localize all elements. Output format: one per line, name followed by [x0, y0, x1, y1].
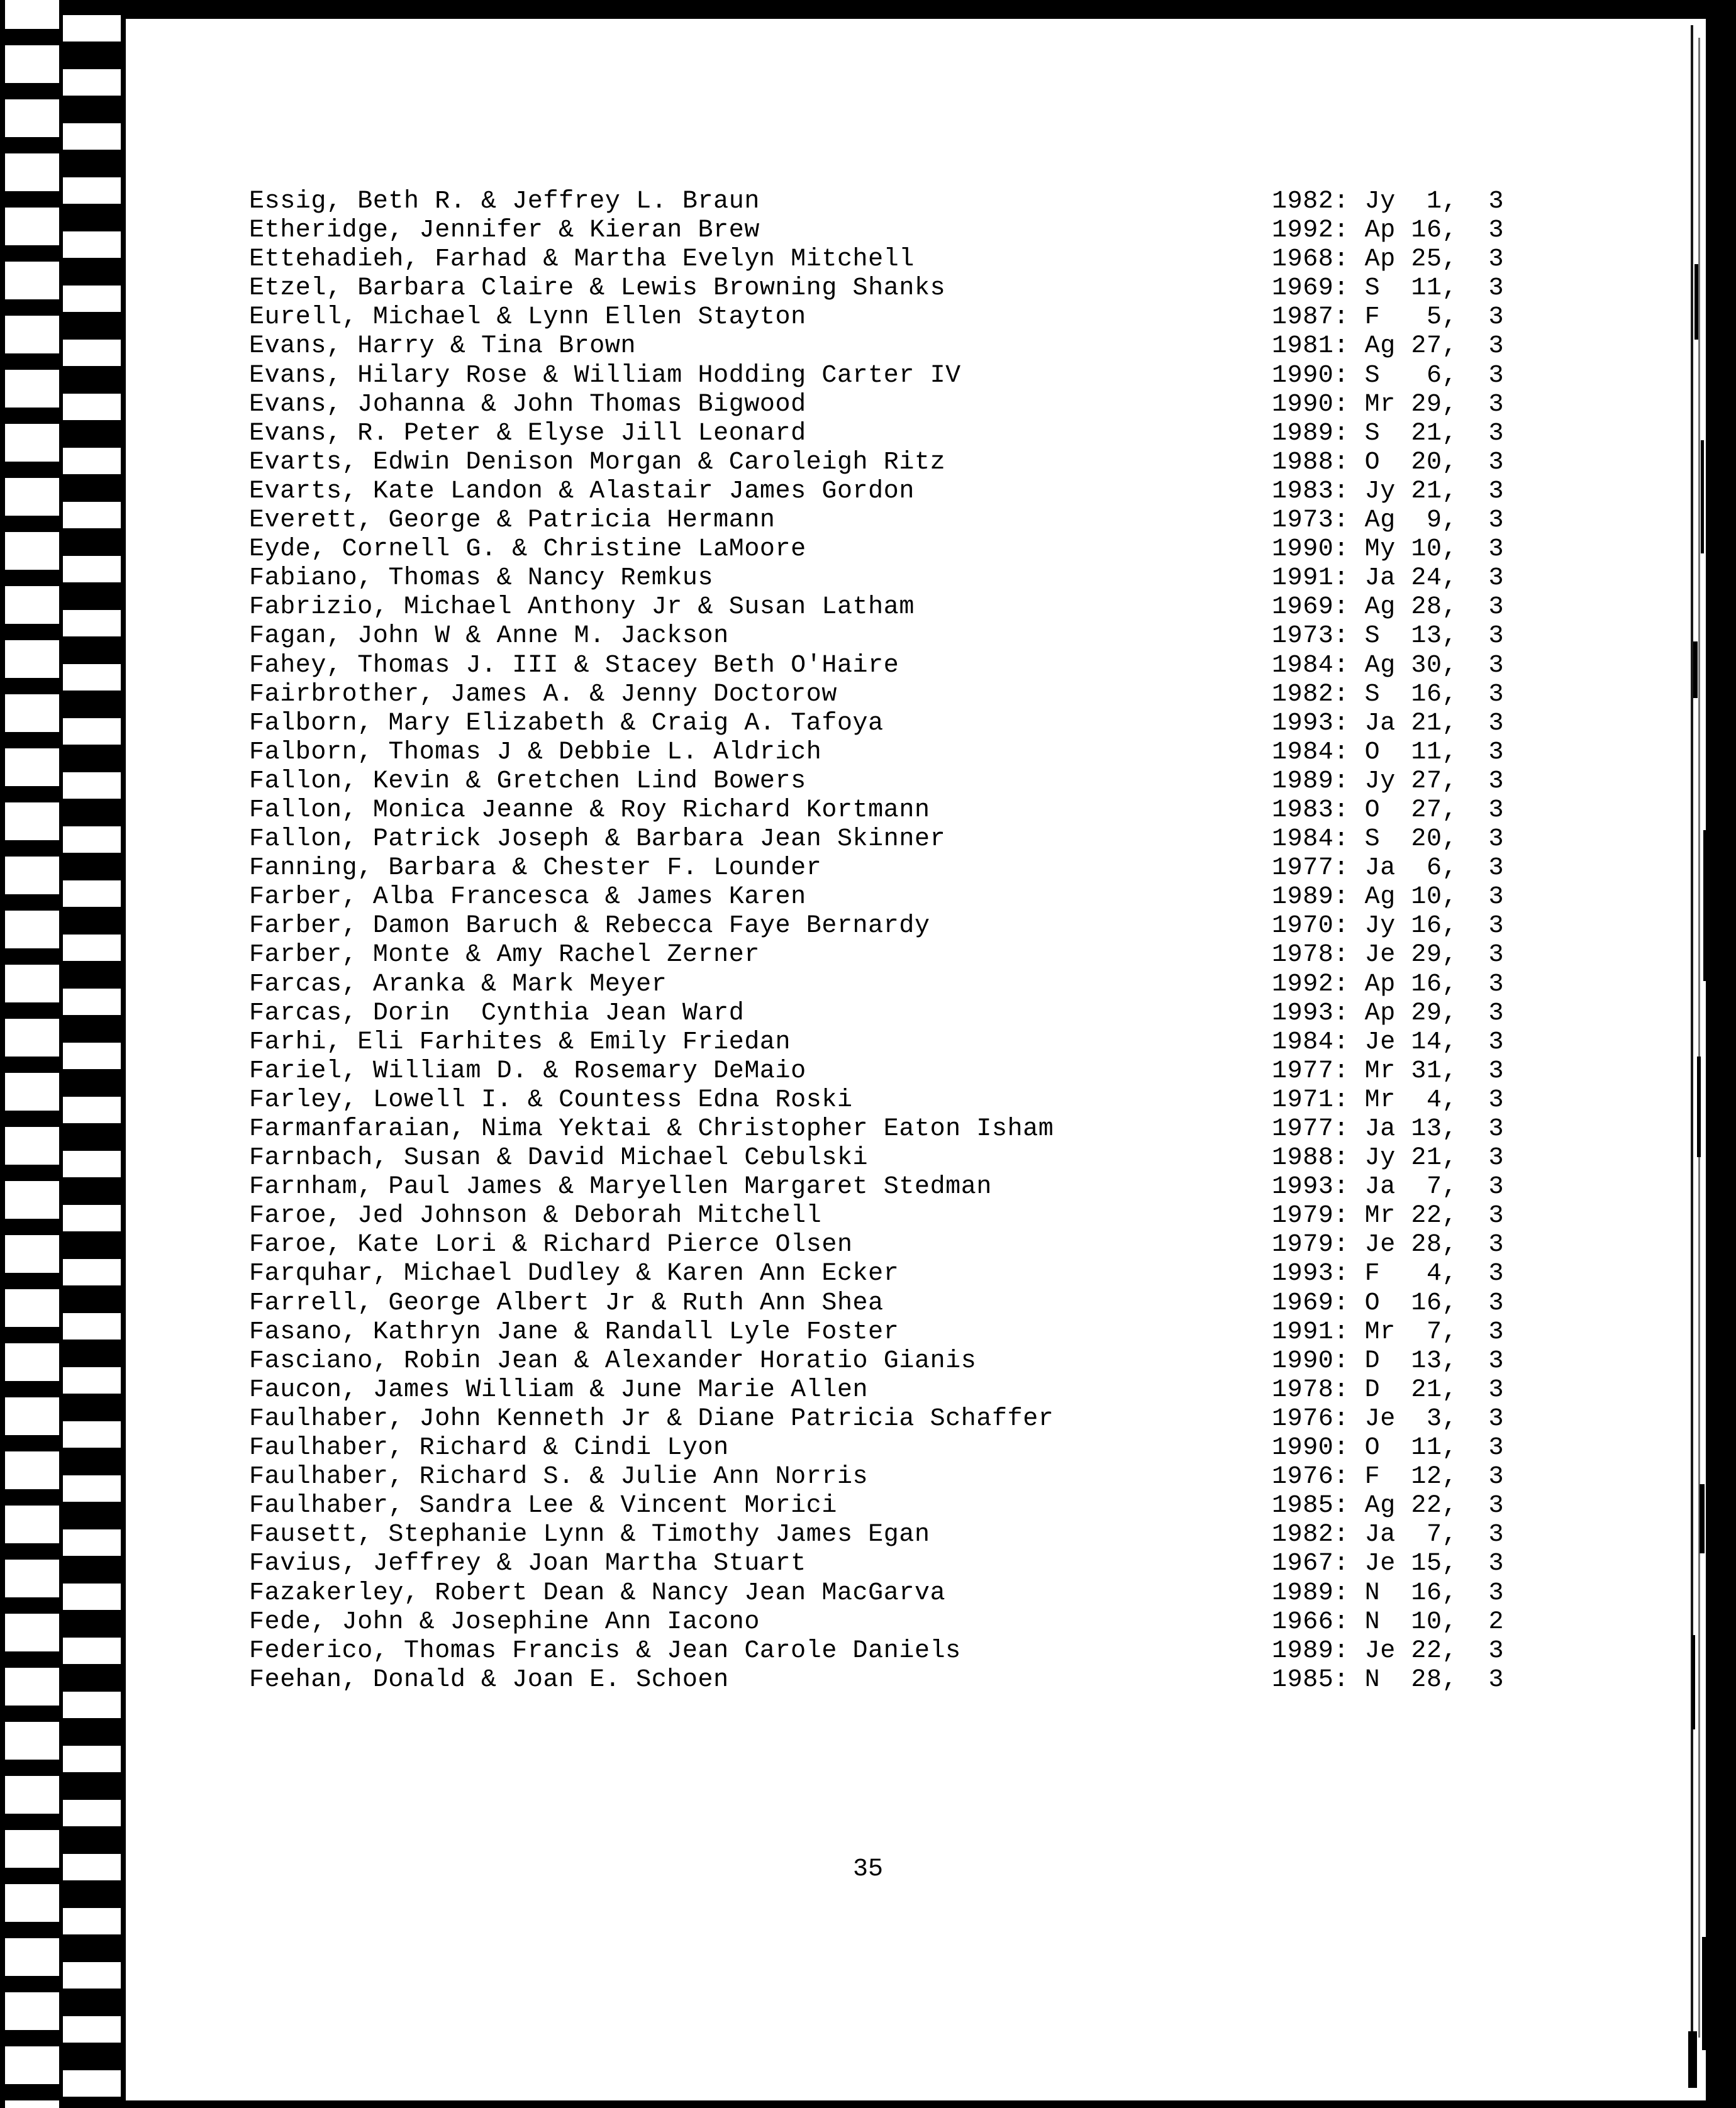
entry-citation: 1985: N 28, 3: [1272, 1665, 1505, 1694]
binding-tooth: [63, 1556, 121, 1584]
binding-gap: [63, 69, 121, 96]
index-entry-row: [249, 506, 1633, 535]
entry-name: Eurell, Michael & Lynn Ellen Stayton: [249, 303, 806, 332]
binding-tooth: [63, 2097, 121, 2108]
entry-citation: 1969: Ag 28, 3: [1272, 593, 1505, 622]
entry-citation: 1990: S 6, 3: [1272, 361, 1505, 390]
binding-hole: [5, 208, 63, 245]
entry-citation: 1983: O 27, 3: [1272, 796, 1505, 824]
entry-name: Falborn, Thomas J & Debbie L. Aldrich: [249, 738, 822, 767]
entry-citation: 1968: Ap 25, 3: [1272, 245, 1505, 274]
binding-hole: [5, 262, 63, 299]
binding-hole: [5, 1451, 63, 1489]
binding-gap: [63, 1043, 121, 1069]
entry-citation: 1990: My 10, 3: [1272, 535, 1505, 564]
index-entry-row: [249, 1173, 1633, 1202]
binding-tooth: [63, 0, 121, 15]
entry-citation: 1981: Ag 27, 3: [1272, 332, 1505, 361]
entry-name: Fausett, Stephanie Lynn & Timothy James Egan: [249, 1521, 930, 1550]
binding-hole: [5, 1722, 63, 1760]
binding-tooth: [63, 799, 121, 826]
binding-tooth: [63, 1340, 121, 1367]
page-curl-line: [1706, 19, 1709, 2082]
binding-gap: [63, 610, 121, 636]
binding-gap: [63, 15, 121, 42]
binding-hole: [5, 153, 63, 191]
binding-tooth: [63, 1448, 121, 1475]
entry-citation: 1973: Ag 9, 3: [1272, 506, 1505, 535]
entry-name: Everett, George & Patricia Hermann: [249, 506, 776, 535]
binding-gap: [63, 556, 121, 582]
entry-citation: 1993: Ap 29, 3: [1272, 999, 1505, 1028]
binding-hole: [5, 694, 63, 732]
entry-citation: 1990: D 13, 3: [1272, 1346, 1505, 1375]
index-entry-row: [249, 912, 1633, 941]
page-curl-line: [1698, 38, 1700, 2038]
binding-hole: [5, 1289, 63, 1327]
binding-gap: [63, 772, 121, 799]
entry-name: Fasciano, Robin Jean & Alexander Horatio Gianis: [249, 1346, 977, 1375]
index-entry-row: [249, 652, 1633, 680]
binding-tooth: [63, 1826, 121, 1854]
entry-name: Falborn, Mary Elizabeth & Craig A. Tafoya: [249, 709, 884, 738]
binding-tooth: [63, 1502, 121, 1529]
entry-name: Fariel, William D. & Rosemary DeMaio: [249, 1057, 806, 1085]
index-entry-row: [249, 1318, 1633, 1347]
binding-hole: [5, 1343, 63, 1381]
scan-speck: [1700, 1484, 1705, 1553]
entry-citation: 1982: Jy 1, 3: [1272, 187, 1505, 216]
entry-name: Eyde, Cornell G. & Christine LaMoore: [249, 535, 806, 564]
binding-hole: [5, 1073, 63, 1111]
index-entry-row: [249, 391, 1633, 419]
entry-citation: 1992: Ap 16, 3: [1272, 216, 1505, 245]
binding-gap: [63, 1421, 121, 1448]
binding-gap: [63, 231, 121, 258]
scan-speck: [1697, 1057, 1701, 1157]
binding-tooth: [63, 1285, 121, 1313]
binding-hole: [5, 640, 63, 678]
binding-hole: [5, 1019, 63, 1057]
binding-gap: [63, 664, 121, 691]
entry-citation: 1982: S 16, 3: [1272, 680, 1505, 709]
entry-name: Federico, Thomas Francis & Jean Carole Daniels: [249, 1636, 961, 1665]
binding-gap: [63, 989, 121, 1015]
entry-citation: 1993: Ja 21, 3: [1272, 709, 1505, 738]
entry-citation: 1979: Mr 22, 3: [1272, 1202, 1505, 1231]
index-entry-row: [249, 1637, 1633, 1666]
binding-hole: [5, 1560, 63, 1597]
binding-tooth: [63, 853, 121, 880]
index-entry-row: [249, 1666, 1633, 1695]
index-entry-row: [249, 1260, 1633, 1289]
binding-hole: [5, 1397, 63, 1435]
index-entry-row: [249, 1057, 1633, 1086]
scan-speck: [1694, 264, 1698, 340]
binding-hole: [5, 370, 63, 408]
entry-name: Faulhaber, Richard S. & Julie Ann Norris: [249, 1463, 869, 1492]
entry-name: Farrell, George Albert Jr & Ruth Ann Shea: [249, 1289, 884, 1318]
entry-citation: 1973: S 13, 3: [1272, 622, 1505, 651]
page-folio: 35: [852, 1855, 883, 1883]
entry-name: Farley, Lowell I. & Countess Edna Roski: [249, 1085, 853, 1114]
bottom-shadow-band: [0, 2100, 1736, 2108]
entry-name: Farcas, Aranka & Mark Meyer: [249, 970, 667, 999]
binding-gap: [63, 1746, 121, 1772]
binding-hole: [5, 478, 63, 516]
entry-citation: 1977: Ja 13, 3: [1272, 1115, 1505, 1143]
binding-hole: [5, 2046, 63, 2084]
index-entry-row: [249, 796, 1633, 825]
binding-hole: [5, 1614, 63, 1651]
entry-citation: 1988: O 20, 3: [1272, 448, 1505, 477]
index-entry-row: [249, 1086, 1633, 1115]
entry-name: Feehan, Donald & Joan E. Schoen: [249, 1665, 729, 1694]
binding-gap: [63, 448, 121, 474]
entry-citation: 1979: Je 28, 3: [1272, 1231, 1505, 1260]
entry-name: Faulhaber, John Kenneth Jr & Diane Patricia Schaffer: [249, 1404, 1054, 1433]
binding-gap: [63, 1151, 121, 1177]
binding-tooth: [63, 1664, 121, 1692]
entry-name: Evans, Johanna & John Thomas Bigwood: [249, 390, 806, 419]
index-entry-row: [249, 1376, 1633, 1405]
entry-citation: 1989: N 16, 3: [1272, 1578, 1505, 1607]
binding-tooth: [63, 150, 121, 177]
binding-hole: [5, 2100, 63, 2108]
binding-gap: [63, 123, 121, 150]
entry-name: Farhi, Eli Farhites & Emily Friedan: [249, 1028, 791, 1057]
binding-tooth: [63, 1880, 121, 1908]
entry-name: Favius, Jeffrey & Joan Martha Stuart: [249, 1550, 806, 1578]
binding-tooth: [63, 1394, 121, 1421]
binding-hole: [5, 532, 63, 570]
binding-gap: [63, 1962, 121, 1989]
entry-citation: 1969: S 11, 3: [1272, 274, 1505, 303]
entry-name: Faucon, James William & June Marie Allen: [249, 1375, 869, 1404]
binding-hole: [5, 748, 63, 786]
binding-hole: [5, 857, 63, 894]
binding-tooth: [63, 312, 121, 340]
index-entry-list: [249, 187, 1633, 1695]
index-entry-row: [249, 941, 1633, 970]
page-curl-line: [1725, 0, 1736, 2108]
binding-hole: [5, 1235, 63, 1273]
entry-citation: 1984: S 20, 3: [1272, 825, 1505, 854]
binding-hole: [5, 1992, 63, 2030]
binding-gap: [63, 502, 121, 528]
binding-gap: [63, 1692, 121, 1718]
binding-tooth: [63, 2043, 121, 2070]
entry-citation: 1990: Mr 29, 3: [1272, 390, 1505, 419]
binding-tooth: [63, 1015, 121, 1043]
entry-name: Etheridge, Jennifer & Kieran Brew: [249, 216, 760, 245]
top-shadow-band: [0, 0, 1736, 19]
entry-citation: 1989: Je 22, 3: [1272, 1636, 1505, 1665]
index-entry-row: [249, 1347, 1633, 1376]
binding-gap: [63, 826, 121, 853]
index-entry-row: [249, 593, 1633, 622]
entry-citation: 1993: F 4, 3: [1272, 1260, 1505, 1289]
entry-citation: 1991: Ja 24, 3: [1272, 564, 1505, 593]
binding-hole: [5, 99, 63, 137]
binding-tooth: [63, 528, 121, 556]
entry-name: Farmanfaraian, Nima Yektai & Christopher Eaton Isham: [249, 1115, 1054, 1143]
binding-hole: [5, 1181, 63, 1219]
index-entry-row: [249, 1289, 1633, 1318]
entry-name: Faroe, Jed Johnson & Deborah Mitchell: [249, 1202, 822, 1231]
index-entry-row: [249, 187, 1633, 216]
index-entry-row: [249, 477, 1633, 506]
binding-gap: [63, 718, 121, 745]
index-entry-row: [249, 970, 1633, 999]
entry-citation: 1989: Jy 27, 3: [1272, 767, 1505, 796]
entry-citation: 1989: S 21, 3: [1272, 419, 1505, 448]
entry-name: Evans, R. Peter & Elyse Jill Leonard: [249, 419, 806, 448]
binding-gap: [63, 2016, 121, 2043]
index-entry-row: [249, 1405, 1633, 1434]
binding-gap: [63, 1367, 121, 1394]
scan-speck: [1703, 830, 1706, 981]
binding-gap: [63, 1313, 121, 1340]
binding-hole: [5, 965, 63, 1002]
binding-gap: [63, 394, 121, 420]
index-entry-row: [249, 622, 1633, 651]
binding-tooth: [63, 1177, 121, 1205]
binding-gap: [63, 1638, 121, 1664]
index-entry-row: [249, 362, 1633, 391]
entry-citation: 1983: Jy 21, 3: [1272, 477, 1505, 506]
index-entry-row: [249, 216, 1633, 245]
entry-citation: 1982: Ja 7, 3: [1272, 1521, 1505, 1550]
entry-citation: 1977: Mr 31, 3: [1272, 1057, 1505, 1085]
index-entry-row: [249, 303, 1633, 332]
entry-citation: 1976: F 12, 3: [1272, 1463, 1505, 1492]
index-entry-row: [249, 564, 1633, 593]
scan-speck: [1693, 641, 1698, 698]
index-entry-row: [249, 1231, 1633, 1260]
binding-tooth: [63, 1989, 121, 2016]
entry-name: Evans, Hilary Rose & William Hodding Carter IV: [249, 361, 961, 390]
entry-name: Farnbach, Susan & David Michael Cebulski: [249, 1144, 869, 1173]
index-entry-row: [249, 1434, 1633, 1463]
binding-hole: [5, 1884, 63, 1922]
binding-gap: [63, 1097, 121, 1123]
index-entry-row: [249, 1579, 1633, 1608]
entry-name: Essig, Beth R. & Jeffrey L. Braun: [249, 187, 760, 216]
entry-name: Fasano, Kathryn Jane & Randall Lyle Foster: [249, 1318, 899, 1346]
binding-gap: [63, 1529, 121, 1556]
index-entry-row: [249, 332, 1633, 361]
binding-tooth: [63, 1718, 121, 1746]
binding-gap: [63, 1475, 121, 1502]
binding-gap: [63, 1800, 121, 1826]
index-entry-row: [249, 999, 1633, 1028]
binding-tooth: [63, 96, 121, 123]
entry-citation: 1992: Ap 16, 3: [1272, 970, 1505, 999]
binding-gap: [63, 1584, 121, 1610]
binding-tooth: [63, 1231, 121, 1259]
binding-hole: [5, 586, 63, 624]
binding-tooth: [63, 420, 121, 448]
binding-hole: [5, 802, 63, 840]
binding-tooth: [63, 1934, 121, 1962]
scan-speck: [1710, 1811, 1715, 1975]
scan-speck: [1708, 1270, 1711, 1396]
binding-tooth: [63, 961, 121, 989]
entry-name: Fahey, Thomas J. III & Stacey Beth O'Haire: [249, 651, 899, 680]
page-curl-line: [1715, 943, 1719, 2075]
index-entry-row: [249, 1550, 1633, 1578]
binding-tooth: [63, 366, 121, 394]
entry-citation: 1976: Je 3, 3: [1272, 1404, 1505, 1433]
spiral-binding: [0, 0, 126, 2108]
index-entry-row: [249, 1115, 1633, 1144]
binding-tooth: [63, 745, 121, 772]
entry-name: Fabiano, Thomas & Nancy Remkus: [249, 564, 714, 593]
binding-gap: [63, 177, 121, 204]
scan-speck: [1702, 1937, 1706, 2050]
entry-name: Faulhaber, Sandra Lee & Vincent Morici: [249, 1492, 837, 1521]
entry-citation: 1977: Ja 6, 3: [1272, 854, 1505, 883]
entry-citation: 1988: Jy 21, 3: [1272, 1144, 1505, 1173]
entry-name: Fallon, Patrick Joseph & Barbara Jean Skinner: [249, 825, 946, 854]
entry-citation: 1978: D 21, 3: [1272, 1375, 1505, 1404]
index-entry-row: [249, 1144, 1633, 1173]
index-entry-row: [249, 419, 1633, 448]
binding-tooth: [63, 636, 121, 664]
binding-hole: [5, 1776, 63, 1814]
entry-citation: 1971: Mr 4, 3: [1272, 1085, 1505, 1114]
entry-name: Evarts, Edwin Denison Morgan & Caroleigh Ritz: [249, 448, 946, 477]
binding-tooth: [63, 1610, 121, 1638]
binding-tooth: [63, 474, 121, 502]
entry-citation: 1993: Ja 7, 3: [1272, 1173, 1505, 1202]
index-entry-row: [249, 825, 1633, 854]
index-entry-row: [249, 854, 1633, 883]
binding-gap: [63, 1259, 121, 1285]
binding-gap: [63, 286, 121, 312]
entry-citation: 1985: Ag 22, 3: [1272, 1492, 1505, 1521]
entry-name: Ettehadieh, Farhad & Martha Evelyn Mitchell: [249, 245, 915, 274]
entry-name: Fagan, John W & Anne M. Jackson: [249, 622, 729, 651]
entry-name: Fallon, Kevin & Gretchen Lind Bowers: [249, 767, 806, 796]
binding-hole: [5, 1127, 63, 1165]
index-entry-row: [249, 1202, 1633, 1231]
binding-hole: [5, 316, 63, 353]
entry-name: Farcas, Dorin Cynthia Jean Ward: [249, 999, 745, 1028]
binding-hole: [5, 424, 63, 462]
entry-citation: 1984: Je 14, 3: [1272, 1028, 1505, 1057]
index-entry-row: [249, 767, 1633, 796]
binding-gap: [63, 340, 121, 366]
binding-gap: [63, 935, 121, 961]
entry-name: Evarts, Kate Landon & Alastair James Gordon: [249, 477, 915, 506]
entry-name: Faulhaber, Richard & Cindi Lyon: [249, 1434, 729, 1463]
entry-name: Fabrizio, Michael Anthony Jr & Susan Latham: [249, 593, 915, 622]
index-entry-row: [249, 738, 1633, 767]
binding-gap: [63, 1205, 121, 1231]
binding-tooth: [63, 1772, 121, 1800]
entry-name: Fede, John & Josephine Ann Iacono: [249, 1607, 760, 1636]
entry-citation: 1991: Mr 7, 3: [1272, 1318, 1505, 1346]
index-entry-row: [249, 1463, 1633, 1492]
entry-name: Etzel, Barbara Claire & Lewis Browning Shanks: [249, 274, 946, 303]
entry-name: Farber, Alba Francesca & James Karen: [249, 883, 806, 912]
binding-tooth: [63, 258, 121, 286]
entry-name: Faroe, Kate Lori & Richard Pierce Olsen: [249, 1231, 853, 1260]
index-entry-row: [249, 709, 1633, 738]
entry-citation: 1984: Ag 30, 3: [1272, 651, 1505, 680]
entry-name: Fanning, Barbara & Chester F. Lounder: [249, 854, 822, 883]
entry-citation: 1967: Je 15, 3: [1272, 1550, 1505, 1578]
binding-gap: [63, 2070, 121, 2097]
binding-tooth: [63, 204, 121, 231]
entry-name: Fazakerley, Robert Dean & Nancy Jean MacGarva: [249, 1578, 946, 1607]
index-entry-row: [249, 883, 1633, 912]
entry-citation: 1990: O 11, 3: [1272, 1434, 1505, 1463]
entry-name: Farber, Monte & Amy Rachel Zerner: [249, 941, 760, 970]
entry-citation: 1987: F 5, 3: [1272, 303, 1505, 332]
scan-speck: [1692, 1635, 1695, 1729]
entry-citation: 1966: N 10, 2: [1272, 1607, 1505, 1636]
index-entry-row: [249, 1608, 1633, 1637]
binding-hole: [5, 0, 63, 29]
binding-hole: [5, 45, 63, 83]
scan-speck: [1701, 440, 1704, 553]
binding-tooth: [63, 907, 121, 935]
entry-name: Farquhar, Michael Dudley & Karen Ann Ecker: [249, 1260, 899, 1289]
index-entry-row: [249, 274, 1633, 303]
entry-name: Fairbrother, James A. & Jenny Doctorow: [249, 680, 837, 709]
index-entry-row: [249, 1028, 1633, 1057]
index-entry-row: [249, 680, 1633, 709]
scan-speck: [1688, 2031, 1697, 2088]
binding-gap: [63, 880, 121, 907]
binding-tooth: [63, 1069, 121, 1097]
entry-name: Farber, Damon Baruch & Rebecca Faye Bernardy: [249, 912, 930, 941]
binding-hole: [5, 1938, 63, 1976]
index-entry-row: [249, 245, 1633, 274]
binding-gap: [63, 1908, 121, 1934]
binding-tooth: [63, 582, 121, 610]
binding-tooth: [63, 1123, 121, 1151]
entry-citation: 1969: O 16, 3: [1272, 1289, 1505, 1318]
page-curl-line: [1691, 25, 1693, 2063]
binding-hole: [5, 1668, 63, 1706]
index-entry-row: [249, 448, 1633, 477]
entry-citation: 1970: Jy 16, 3: [1272, 912, 1505, 941]
entry-citation: 1989: Ag 10, 3: [1272, 883, 1505, 912]
index-entry-row: [249, 1492, 1633, 1521]
entry-name: Evans, Harry & Tina Brown: [249, 332, 637, 361]
entry-citation: 1984: O 11, 3: [1272, 738, 1505, 767]
entry-name: Farnham, Paul James & Maryellen Margaret Stedman: [249, 1173, 992, 1202]
binding-tooth: [63, 42, 121, 69]
index-entry-row: [249, 1521, 1633, 1550]
binding-hole: [5, 1506, 63, 1543]
binding-hole: [5, 911, 63, 948]
binding-tooth: [63, 691, 121, 718]
index-entry-row: [249, 535, 1633, 564]
entry-citation: 1978: Je 29, 3: [1272, 941, 1505, 970]
entry-name: Fallon, Monica Jeanne & Roy Richard Kortmann: [249, 796, 930, 824]
